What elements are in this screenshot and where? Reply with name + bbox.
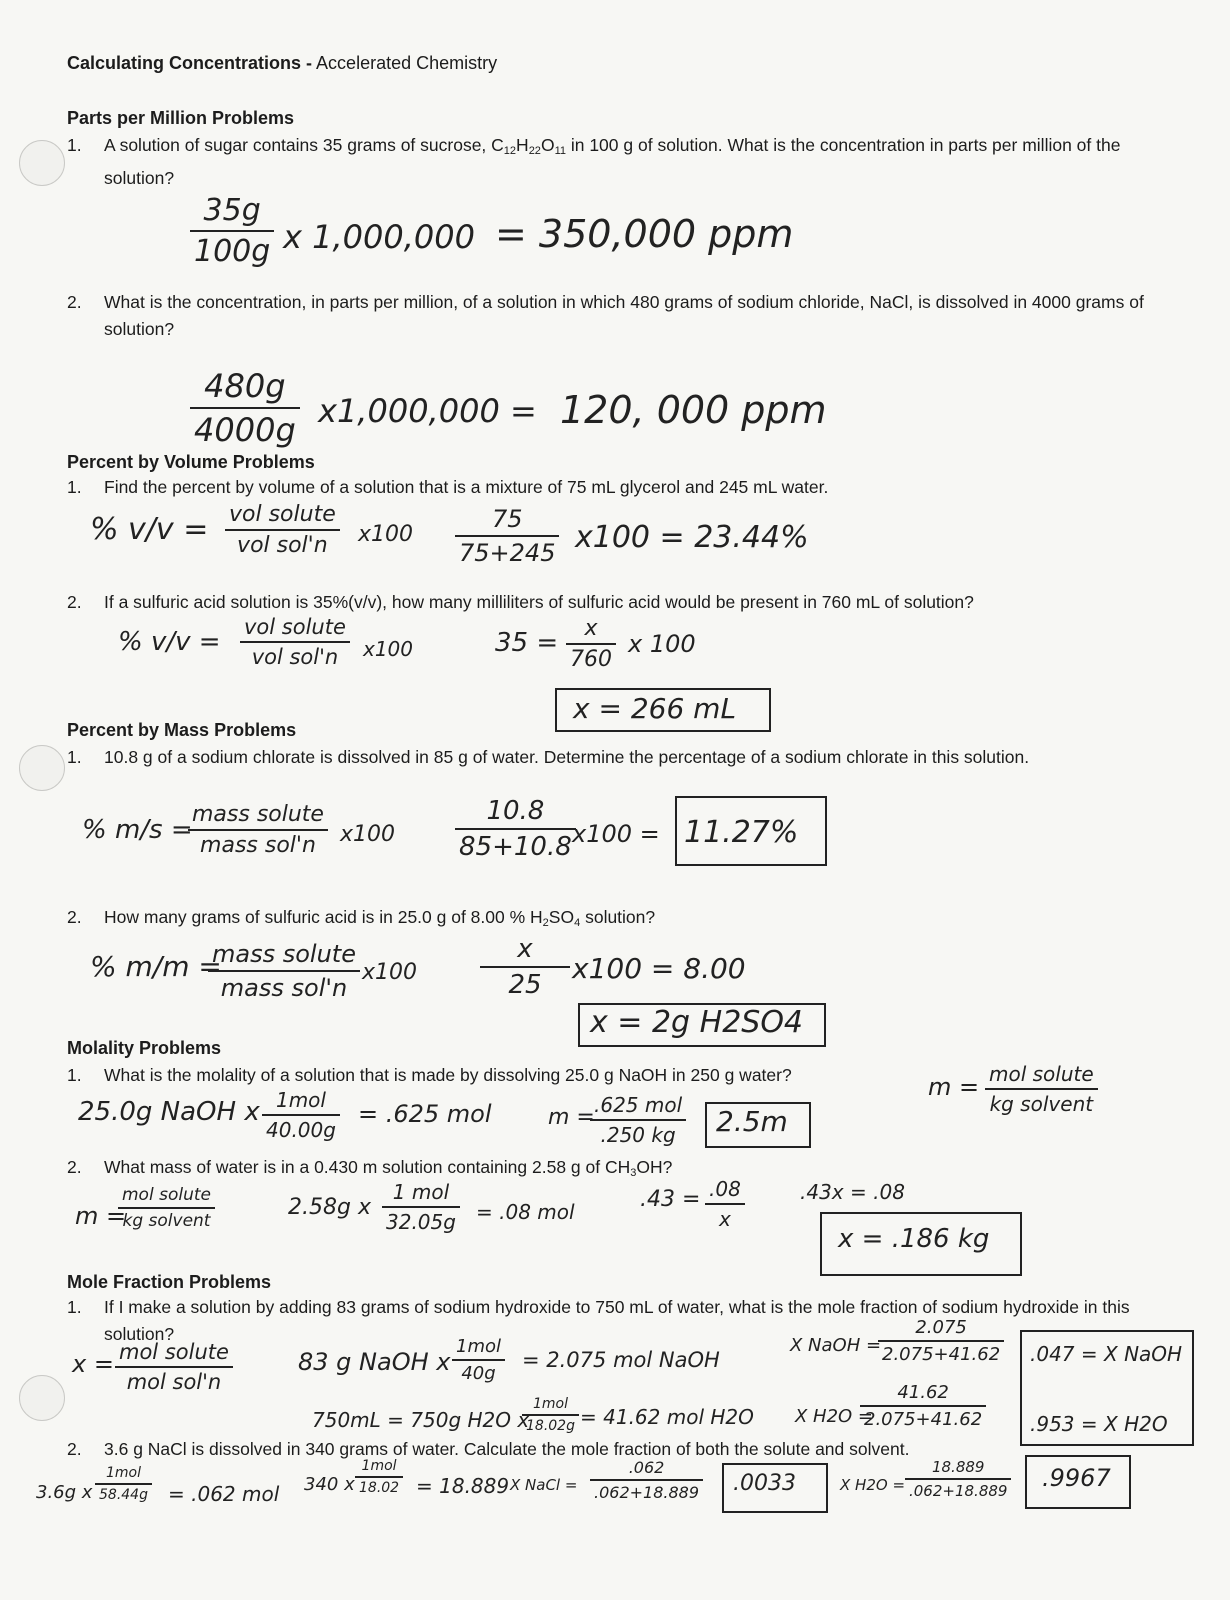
hw-mf1-result: = 2.075 mol NaOH	[522, 1348, 720, 1372]
question-number: 1.	[67, 135, 82, 155]
hw-vol2-fraction: vol solute vol sol'n	[240, 615, 350, 669]
section-heading-molality: Molality Problems	[67, 1038, 222, 1058]
hw-mf1-pre: 83 g NaOH x	[298, 1348, 451, 1376]
hw-mol1-def-fraction: mol solute kg solvent	[985, 1062, 1098, 1116]
hw-mass2-answer: x = 2g H2SO4	[590, 1005, 804, 1040]
hw-mol2-result: = .08 mol	[476, 1200, 575, 1224]
hw-mf1-lhs: x =	[72, 1350, 114, 1378]
hw-mass1-answer: 11.27%	[684, 815, 799, 850]
hw-mol1-result: = .625 mol	[358, 1100, 492, 1128]
question-volume-1: 1. Find the percent by volume of a solution that is a mixture of 75 mL glycerol and 245 mL water.	[67, 477, 829, 497]
hw-mol1-fraction2: .625 mol .250 kg	[590, 1093, 686, 1147]
hw-mf1-fraction: mol solute mol sol'n	[115, 1340, 233, 1394]
hw-vol1-result: x100 = 23.44%	[575, 520, 809, 555]
hw-mass2-mult: x100	[362, 960, 418, 985]
section-heading-volume: Percent by Volume Problems	[67, 452, 315, 472]
hw-mass1-fraction: mass solute mass sol'n	[188, 802, 328, 858]
hw-mass1-mult: x100	[340, 822, 396, 847]
section-heading-ppm: Parts per Million Problems	[67, 108, 295, 128]
hw-mf2-xa: X NaCl =	[510, 1476, 578, 1494]
hw-vol1-fraction: vol solute vol sol'n	[225, 502, 340, 558]
hw-mf1-fraction5: $\frac{41.62}{2.075+41.62}$	[860, 1382, 986, 1430]
hw-mol2-answer: x = .186 kg	[838, 1224, 990, 1254]
hw-mol1-m: m =	[548, 1105, 595, 1130]
hw-mf1-xa: X NaOH =	[790, 1335, 882, 1356]
hw-mf1-ans1: .047 = X NaOH	[1030, 1342, 1183, 1366]
hw-vol2-mult: x100	[363, 637, 414, 661]
hw-mf2-xb: X H2O =	[840, 1476, 906, 1494]
question-molefraction-2: 2. 3.6 g NaCl is dissolved in 340 grams of water. Calculate the mole fraction of both the solute and solvent.	[67, 1439, 910, 1459]
question-ppm-1	[67, 132, 1147, 192]
hw-ppm2-result: 120, 000 ppm	[560, 388, 827, 432]
question-molefraction-1: 1. If I make a solution by adding 83 grams of sodium hydroxide to 750 mL of water, what is the mole fraction of sodium hydroxide in this solution?	[67, 1297, 1130, 1344]
hw-mf1-xb: X H2O =	[795, 1406, 874, 1427]
hw-mol1-def-lhs: m =	[928, 1073, 980, 1101]
question-volume-2: 2. If a sulfuric acid solution is 35%(v/v), how many milliliters of sulfuric acid would be present in 760 mL of solution?	[67, 592, 974, 612]
hw-mol1-lhs: 25.0g NaOH x	[78, 1097, 260, 1127]
punch-hole	[19, 1375, 65, 1421]
hw-mol1-fraction: 1mol 40.00g	[262, 1088, 340, 1142]
punch-hole	[19, 140, 65, 186]
hw-vol1-fraction2: $\frac{75}{75+245}$	[455, 505, 559, 567]
hw-mf2-pre: 3.6g x	[36, 1482, 93, 1503]
question-mass-2: 2. How many grams of sulfuric acid is in 25.0 g of 8.00 % $H_2SO_4$ solution?	[67, 907, 656, 929]
hw-mass1-fraction2: $\frac{10.8}{85+10.8}$	[455, 796, 576, 862]
section-heading-mass: Percent by Mass Problems	[67, 720, 297, 740]
hw-ppm1-mult: x 1,000,000	[283, 218, 475, 256]
hw-mass2-result: x100 = 8.00	[572, 952, 746, 985]
hw-ppm1-result: = 350,000 ppm	[495, 212, 794, 256]
hw-mass2-fraction: mass solute mass sol'n	[208, 940, 360, 1002]
hw-mol2-fraction2: 1 mol 32.05g	[382, 1180, 460, 1234]
hw-vol2-lhs: % v/v =	[118, 627, 221, 657]
hw-mf2-fraction: 1mol 58.44g	[95, 1465, 152, 1503]
hw-mf1-fraction2: 1mol 40g	[452, 1336, 505, 1384]
hw-vol1-mult: x100	[358, 522, 414, 547]
hw-mf2-ans2: .9967	[1042, 1464, 1111, 1492]
title-subject: Accelerated Chemistry	[316, 53, 498, 73]
punch-hole	[19, 745, 65, 791]
section-heading-molefraction: Mole Fraction Problems	[67, 1272, 272, 1292]
hw-mf2-fraction2: 1mol 18.02	[355, 1458, 403, 1496]
hw-mol2-pre: 2.58g x	[288, 1195, 371, 1220]
hw-mf2-pre2: 340 x	[304, 1474, 355, 1495]
hw-ppm2-fraction: $\frac{480g}{4000g}$	[190, 367, 300, 449]
hw-mf1-pre2: 750mL = 750g H2O x	[312, 1408, 530, 1432]
hw-mf2-ans1: .0033	[733, 1471, 796, 1496]
hw-mass1-lhs: % m/s =	[82, 815, 193, 845]
hw-mf2-result: = .062 mol	[168, 1482, 280, 1506]
hw-mf1-result2: = 41.62 mol H2O	[580, 1405, 754, 1429]
hw-mf1-fraction4: 1mol 18.02g	[522, 1396, 579, 1434]
hw-mol1-answer: 2.5m	[716, 1105, 788, 1138]
question-molality-1: 1. What is the molality of a solution that is made by dissolving 25.0 g NaOH in 250 g water?	[67, 1065, 792, 1085]
hw-mass1-mult2: x100 =	[572, 820, 660, 848]
hw-vol1-lhs: % v/v =	[90, 512, 209, 547]
hw-mol2-eq2: .43x = .08	[800, 1180, 905, 1204]
hw-vol2-answer: x = 266 mL	[573, 692, 737, 725]
question-ppm-2: 2. What is the concentration, in parts per million, of a solution in which 480 grams of sodium chloride, NaCl, is dissolved in 4000 grams of solution?	[67, 292, 1144, 339]
title-bold: Calculating Concentrations -	[67, 53, 313, 73]
hw-mol2-fraction: mol solute kg solvent	[118, 1185, 215, 1231]
question-mass-1: 1. 10.8 g of a sodium chlorate is dissolved in 85 g of water. Determine the percentage of a sodium chlorate in this solution.	[67, 747, 1030, 767]
page-title	[67, 53, 497, 74]
hw-mf2-fraction3: $\frac{.062}{.062+18.889}$	[590, 1458, 703, 1502]
hw-mass2-fraction2: $\frac{x}{25}$	[480, 934, 570, 1000]
question-text: A solution of sugar contains 35 grams of sucrose, $C_{12}H_{22}O_{11}$ in 100 g of solution. What is the concentration in parts per million of the solution?	[104, 135, 1121, 188]
hw-ppm1-fraction: $\frac{35g}{100g}$	[190, 193, 274, 269]
hw-vol2-mult2: x 100	[628, 630, 696, 658]
question-molality-2: 2. What mass of water is in a 0.430 m solution containing 2.58 g of $CH_3OH$?	[67, 1157, 673, 1179]
hw-mol2-lhs: m =	[75, 1202, 127, 1230]
hw-mol2-eq-lhs: .43 =	[640, 1187, 701, 1212]
hw-vol2-fraction2: $\frac{x}{760}$	[566, 616, 616, 672]
hw-mass2-lhs: % m/m =	[90, 950, 222, 983]
hw-mf2-fraction4: $\frac{18.889}{.062+18.889}$	[905, 1458, 1011, 1500]
hw-mol2-fraction3: $\frac{.08}{x}$	[705, 1177, 745, 1231]
hw-mf1-fraction3: $\frac{2.075}{2.075+41.62}$	[878, 1317, 1004, 1365]
hw-mf1-ans2: .953 = X H2O	[1030, 1412, 1168, 1436]
answer-box	[1020, 1330, 1194, 1446]
hw-ppm2-mult: x1,000,000 =	[318, 392, 537, 430]
hw-mf2-result2: = 18.889	[416, 1474, 510, 1498]
hw-vol2-lhs2: 35 =	[495, 628, 559, 658]
